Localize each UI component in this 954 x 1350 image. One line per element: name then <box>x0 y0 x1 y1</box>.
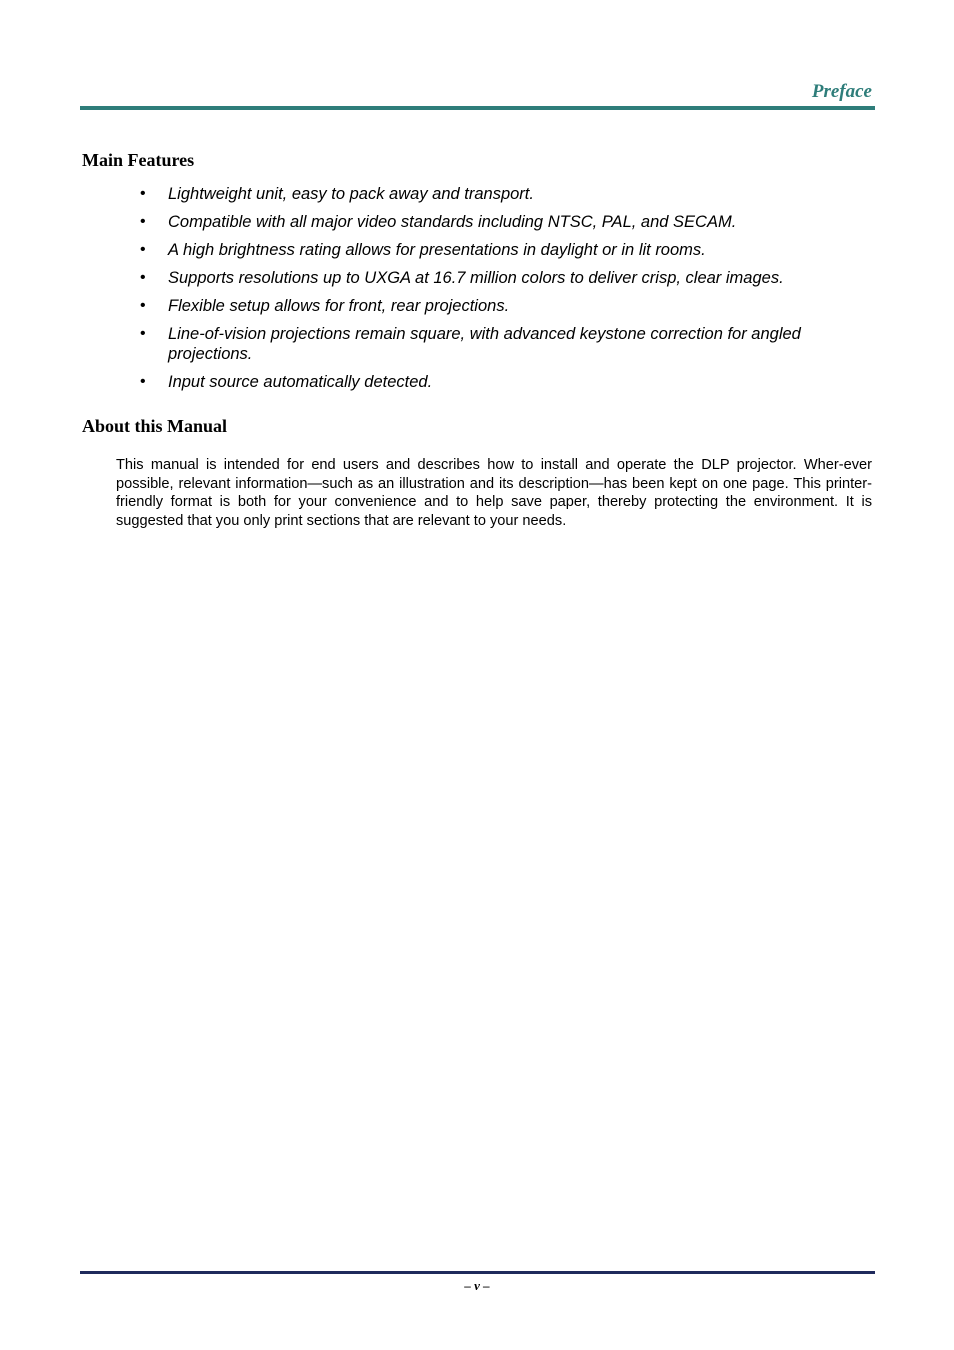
section-heading-main-features: Main Features <box>82 150 195 170</box>
list-item <box>140 372 860 392</box>
list-item <box>140 324 860 364</box>
bullet-icon: • <box>140 373 146 390</box>
page-number: – v – <box>464 1278 490 1293</box>
bullet-icon: • <box>140 297 146 314</box>
feature-list <box>140 184 860 400</box>
header-rule <box>80 106 875 110</box>
page-header-title: Preface <box>811 81 872 102</box>
bullet-icon: • <box>140 185 146 202</box>
bullet-icon: • <box>140 213 146 230</box>
bullet-icon: • <box>140 241 146 258</box>
bullet-icon: • <box>140 269 146 286</box>
list-item-text: Supports resolutions up to UXGA at 16.7 million colors to deliver crisp, clear images. <box>168 269 784 287</box>
list-item-text: Flexible setup allows for front, rear projections. <box>168 297 510 315</box>
section-heading-about-manual: About this Manual <box>82 416 228 436</box>
bullet-icon: • <box>140 325 146 342</box>
list-item <box>140 268 860 288</box>
footer-rule <box>80 1271 875 1274</box>
list-item-text: Input source automatically detected. <box>168 373 433 391</box>
about-manual-paragraph: This manual is intended for end users and describes how to install and operate the DLP projector. Wher-ever possible, relevant information—such as an illustration and its description—has been kept on one page. This printer-friendly format is both for your convenience and to help save paper, thereby protecting the environment. It is suggested that you only print sections that are relevant to your needs. <box>116 457 872 529</box>
list-item-text: Lightweight unit, easy to pack away and transport. <box>168 185 534 203</box>
list-item-text: A high brightness rating allows for presentations in daylight or in lit rooms. <box>168 241 706 259</box>
list-item <box>140 296 860 316</box>
list-item <box>140 240 860 260</box>
list-item <box>140 184 860 204</box>
list-item-text: Line-of-vision projections remain square, with advanced keystone correction for angled projections. <box>168 325 801 363</box>
list-item-text: Compatible with all major video standards including NTSC, PAL, and SECAM. <box>168 213 737 231</box>
list-item <box>140 212 860 232</box>
